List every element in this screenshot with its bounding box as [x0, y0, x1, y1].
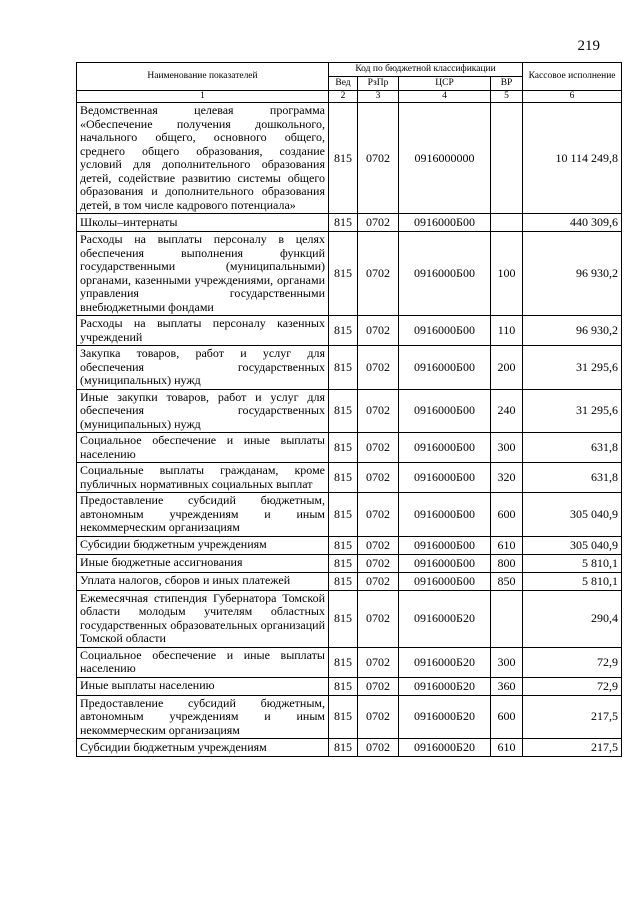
cell-name: Закупка товаров, работ и услуг для обеспечения государственных (муниципальных) нужд	[77, 346, 329, 390]
cell-ved: 815	[329, 590, 358, 647]
header-code-group: Код по бюджетной классификации	[329, 63, 523, 77]
cell-rzpr: 0702	[358, 677, 399, 695]
cell-vr	[491, 103, 523, 214]
cell-ved: 815	[329, 695, 358, 739]
table-row	[77, 677, 622, 695]
cell-ved: 815	[329, 572, 358, 590]
cell-vr: 240	[491, 389, 523, 433]
cell-vr	[491, 590, 523, 647]
table-row	[77, 554, 622, 572]
cell-name: Ведомственная целевая программа «Обеспечение получения дошкольного, начального общего, основного общего, среднего общего образования, создание условий для дополнительного образования детей, содействие развитию системы общего образования и дополнительного образования детей, в том числе кадрового потенциала»	[77, 103, 329, 214]
table-body	[77, 103, 622, 757]
cell-vr: 610	[491, 739, 523, 757]
cell-name: Субсидии бюджетным учреждениям	[77, 536, 329, 554]
column-number: 6	[523, 91, 622, 103]
cell-amount: 290,4	[523, 590, 622, 647]
column-number: 1	[77, 91, 329, 103]
cell-rzpr: 0702	[358, 695, 399, 739]
column-numbers-row	[77, 91, 622, 103]
cell-amount: 305 040,9	[523, 536, 622, 554]
cell-amount: 96 930,2	[523, 232, 622, 316]
cell-rzpr: 0702	[358, 433, 399, 463]
cell-csr: 0916000Б00	[399, 346, 491, 390]
cell-ved: 815	[329, 536, 358, 554]
column-number: 2	[329, 91, 358, 103]
table-row	[77, 463, 622, 493]
cell-ved: 815	[329, 493, 358, 537]
cell-rzpr: 0702	[358, 232, 399, 316]
cell-rzpr: 0702	[358, 590, 399, 647]
cell-ved: 815	[329, 554, 358, 572]
budget-execution-table	[76, 62, 622, 757]
cell-ved: 815	[329, 677, 358, 695]
cell-name: Социальное обеспечение и иные выплаты населению	[77, 433, 329, 463]
cell-vr: 300	[491, 647, 523, 677]
cell-vr: 360	[491, 677, 523, 695]
cell-name: Ежемесячная стипендия Губернатора Томской области молодым учителям областных государственных образовательных организаций Томской области	[77, 590, 329, 647]
table-row	[77, 103, 622, 214]
cell-amount: 217,5	[523, 695, 622, 739]
table-row	[77, 433, 622, 463]
cell-ved: 815	[329, 316, 358, 346]
header-ved: Вед	[329, 77, 358, 91]
table-row	[77, 346, 622, 390]
cell-csr: 0916000Б00	[399, 572, 491, 590]
cell-rzpr: 0702	[358, 647, 399, 677]
table-row	[77, 493, 622, 537]
table-row	[77, 214, 622, 232]
table-row	[77, 572, 622, 590]
cell-csr: 0916000Б00	[399, 316, 491, 346]
cell-csr: 0916000Б20	[399, 739, 491, 757]
cell-name: Предоставление субсидий бюджетным, автономным учреждениям и иным некоммерческим организациям	[77, 695, 329, 739]
cell-amount: 72,9	[523, 677, 622, 695]
cell-csr: 0916000Б20	[399, 647, 491, 677]
cell-ved: 815	[329, 214, 358, 232]
cell-ved: 815	[329, 346, 358, 390]
cell-vr: 800	[491, 554, 523, 572]
cell-vr: 600	[491, 695, 523, 739]
cell-csr: 0916000Б00	[399, 493, 491, 537]
cell-name: Иные бюджетные ассигнования	[77, 554, 329, 572]
cell-csr: 0916000Б20	[399, 695, 491, 739]
cell-amount: 72,9	[523, 647, 622, 677]
cell-amount: 305 040,9	[523, 493, 622, 537]
table-row	[77, 232, 622, 316]
cell-amount: 31 295,6	[523, 389, 622, 433]
header-execution: Кассовое исполнение	[523, 63, 622, 91]
cell-vr: 320	[491, 463, 523, 493]
cell-vr: 850	[491, 572, 523, 590]
cell-rzpr: 0702	[358, 316, 399, 346]
cell-name: Расходы на выплаты персоналу в целях обеспечения выполнения функций государственными (муниципальными) органами, казенными учреждениями, органами управления государственными внебюджетными фондами	[77, 232, 329, 316]
cell-rzpr: 0702	[358, 493, 399, 537]
cell-csr: 0916000Б20	[399, 590, 491, 647]
cell-ved: 815	[329, 389, 358, 433]
cell-csr: 0916000000	[399, 103, 491, 214]
table-row	[77, 316, 622, 346]
cell-amount: 10 114 249,8	[523, 103, 622, 214]
cell-csr: 0916000Б00	[399, 389, 491, 433]
cell-rzpr: 0702	[358, 103, 399, 214]
table-header	[77, 63, 622, 103]
cell-csr: 0916000Б00	[399, 433, 491, 463]
cell-name: Иные закупки товаров, работ и услуг для обеспечения государственных (муниципальных) нужд	[77, 389, 329, 433]
cell-name: Предоставление субсидий бюджетным, автономным учреждениям и иным некоммерческим организациям	[77, 493, 329, 537]
table-row	[77, 647, 622, 677]
cell-rzpr: 0702	[358, 463, 399, 493]
column-number: 4	[399, 91, 491, 103]
cell-name: Расходы на выплаты персоналу казенных учреждений	[77, 316, 329, 346]
cell-name: Социальные выплаты гражданам, кроме публичных нормативных социальных выплат	[77, 463, 329, 493]
cell-csr: 0916000Б20	[399, 677, 491, 695]
cell-csr: 0916000Б00	[399, 536, 491, 554]
table-row	[77, 389, 622, 433]
table-row	[77, 695, 622, 739]
cell-ved: 815	[329, 739, 358, 757]
cell-rzpr: 0702	[358, 554, 399, 572]
cell-ved: 815	[329, 103, 358, 214]
cell-amount: 631,8	[523, 433, 622, 463]
cell-vr: 110	[491, 316, 523, 346]
cell-rzpr: 0702	[358, 739, 399, 757]
cell-vr	[491, 214, 523, 232]
cell-ved: 815	[329, 433, 358, 463]
cell-vr: 600	[491, 493, 523, 537]
cell-csr: 0916000Б00	[399, 214, 491, 232]
column-number: 3	[358, 91, 399, 103]
cell-rzpr: 0702	[358, 389, 399, 433]
cell-name: Иные выплаты населению	[77, 677, 329, 695]
cell-csr: 0916000Б00	[399, 463, 491, 493]
cell-amount: 217,5	[523, 739, 622, 757]
table-row	[77, 590, 622, 647]
header-name: Наименование показателей	[77, 63, 329, 91]
header-csr: ЦСР	[399, 77, 491, 91]
cell-vr: 300	[491, 433, 523, 463]
cell-rzpr: 0702	[358, 214, 399, 232]
cell-ved: 815	[329, 647, 358, 677]
cell-csr: 0916000Б00	[399, 232, 491, 316]
cell-name: Школы–интернаты	[77, 214, 329, 232]
cell-amount: 440 309,6	[523, 214, 622, 232]
table-row	[77, 536, 622, 554]
cell-amount: 96 930,2	[523, 316, 622, 346]
cell-vr: 610	[491, 536, 523, 554]
cell-ved: 815	[329, 232, 358, 316]
cell-rzpr: 0702	[358, 346, 399, 390]
cell-amount: 631,8	[523, 463, 622, 493]
cell-vr: 100	[491, 232, 523, 316]
header-vr: ВР	[491, 77, 523, 91]
cell-csr: 0916000Б00	[399, 554, 491, 572]
cell-name: Социальное обеспечение и иные выплаты населению	[77, 647, 329, 677]
cell-name: Субсидии бюджетным учреждениям	[77, 739, 329, 757]
cell-vr: 200	[491, 346, 523, 390]
cell-amount: 31 295,6	[523, 346, 622, 390]
cell-rzpr: 0702	[358, 536, 399, 554]
cell-ved: 815	[329, 463, 358, 493]
cell-amount: 5 810,1	[523, 554, 622, 572]
cell-rzpr: 0702	[358, 572, 399, 590]
table-row	[77, 739, 622, 757]
page-number: 219	[577, 38, 600, 54]
header-rzpr: РзПр	[358, 77, 399, 91]
cell-amount: 5 810,1	[523, 572, 622, 590]
column-number: 5	[491, 91, 523, 103]
cell-name: Уплата налогов, сборов и иных платежей	[77, 572, 329, 590]
